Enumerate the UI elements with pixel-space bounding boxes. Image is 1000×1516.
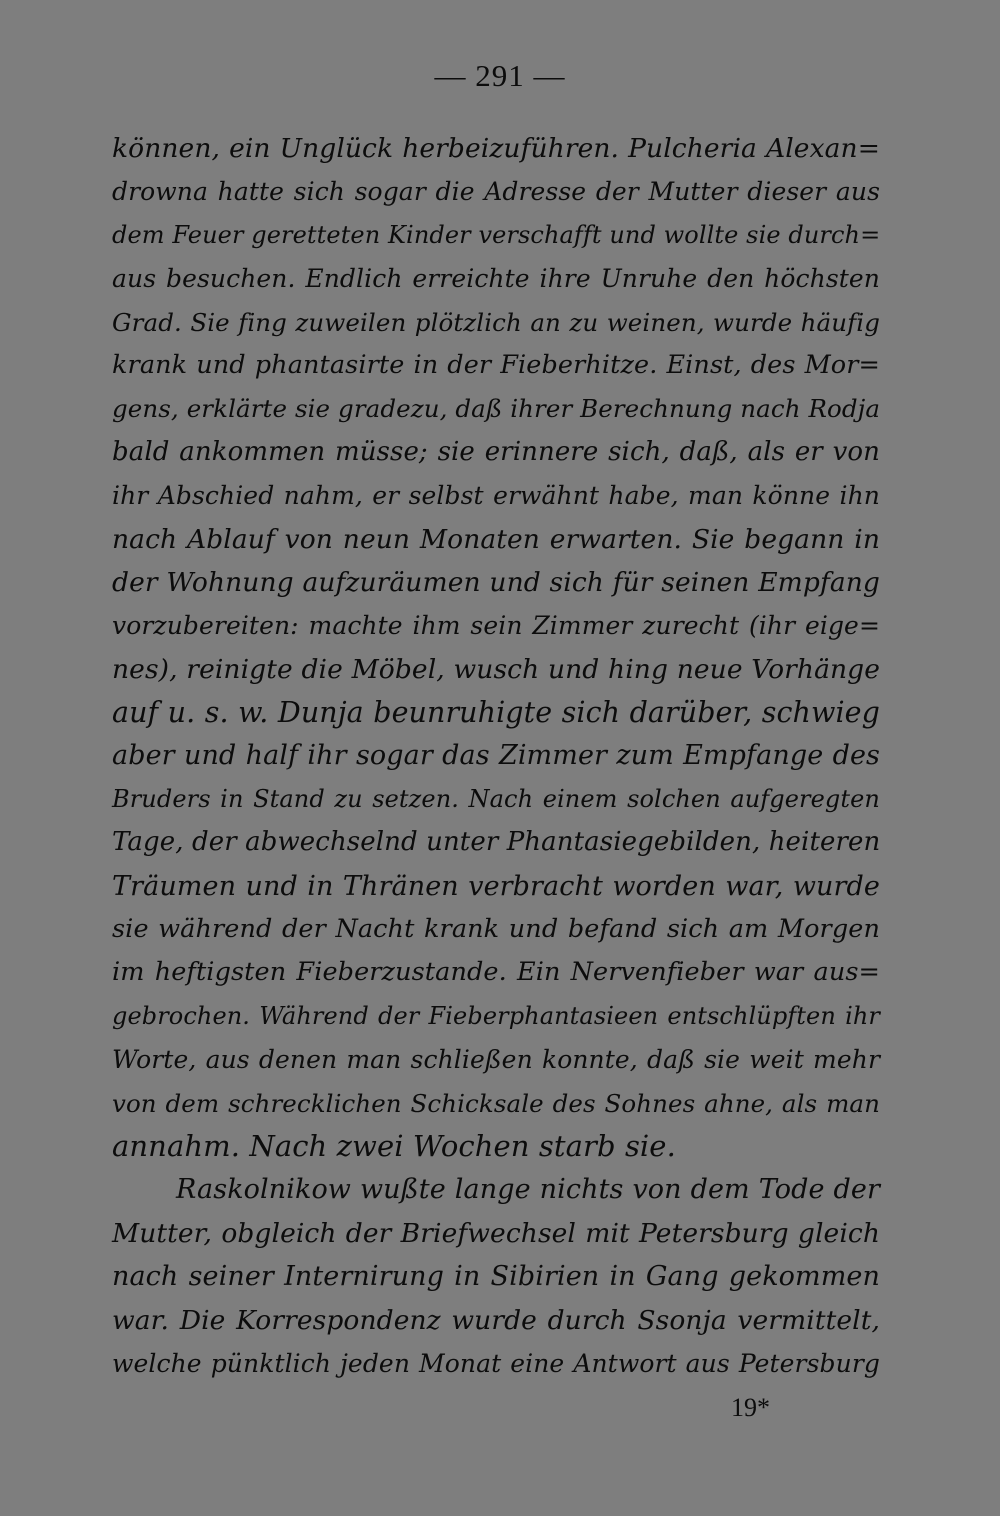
text-line: Mutter, obgleich der Briefwechsel mit Petersburg gleich	[112, 1217, 880, 1249]
text-line: krank und phantasirte in der Fieberhitze. Einst, des Mor=	[112, 349, 880, 380]
text-line: Raskolnikow wußte lange nichts von dem Tode der	[176, 1174, 880, 1206]
text-line: nach seiner Internirung in Sibirien in Gang gekommen	[112, 1261, 880, 1293]
text-line: dem Feuer geretteten Kinder verschafft und wollte sie durch=	[112, 220, 881, 249]
text-line: im heftigsten Fieberzustande. Ein Nervenfieber war aus=	[112, 957, 880, 988]
text-line: Worte, aus denen man schließen konnte, daß sie weit mehr	[112, 1045, 880, 1075]
text-line: Träumen und in Thränen verbracht worden war, wurde	[112, 870, 880, 902]
text-line: von dem schrecklichen Schicksale des Sohnes ahne, als man	[112, 1088, 880, 1118]
text-line: auf u. s. w. Dunja beunruhigte sich darüber, schwieg	[112, 696, 880, 730]
text-line: war. Die Korrespondenz wurde durch Ssonja vermittelt,	[112, 1304, 880, 1336]
page-number: — 291 —	[434, 58, 566, 93]
text-line: bald ankommen müsse; sie erinnere sich, daß, als er von	[112, 436, 880, 467]
text-line: können, ein Unglück herbeizuführen. Pulcheria Alexan=	[112, 133, 880, 164]
text-line: annahm. Nach zwei Wochen starb sie.	[112, 1128, 676, 1163]
text-line: aus besuchen. Endlich erreichte ihre Unruhe den höchsten	[112, 264, 880, 294]
text-line: Tage, der abwechselnd unter Phantasiegebilden, heiteren	[112, 827, 881, 858]
text-line: der Wohnung aufzuräumen und sich für seinen Empfang	[112, 566, 880, 598]
text-line: ihr Abschied nahm, er selbst erwähnt habe, man könne ihn	[112, 481, 880, 511]
text-line: aber und half ihr sogar das Zimmer zum Empfange des	[112, 740, 880, 772]
text-line: vorzubereiten: machte ihm sein Zimmer zurecht (ihr eige=	[112, 611, 880, 641]
text-line: gens, erklärte sie gradezu, daß ihrer Berechnung nach Rodja	[112, 394, 881, 424]
text-line: sie während der Nacht krank und befand sich am Morgen	[112, 914, 880, 945]
text-line: nach Ablauf von neun Monaten erwarten. Sie begann in	[112, 523, 880, 555]
text-line: drowna hatte sich sogar die Adresse der Mutter dieser aus	[112, 177, 880, 207]
text-line: Bruders in Stand zu setzen. Nach einem solchen aufgeregten	[112, 784, 880, 813]
text-line: nes), reinigte die Möbel, wusch und hing neue Vorhänge	[112, 653, 880, 685]
text-line: welche pünktlich jeden Monat eine Antwort aus Petersburg	[112, 1348, 880, 1378]
body-text	[112, 127, 880, 1385]
text-line: Grad. Sie fing zuweilen plötzlich an zu weinen, wurde häufig	[112, 307, 880, 337]
text-line: gebrochen. Während der Fieberphantasieen entschlüpften ihr	[112, 1001, 880, 1030]
signature-mark: 19*	[731, 1393, 770, 1422]
